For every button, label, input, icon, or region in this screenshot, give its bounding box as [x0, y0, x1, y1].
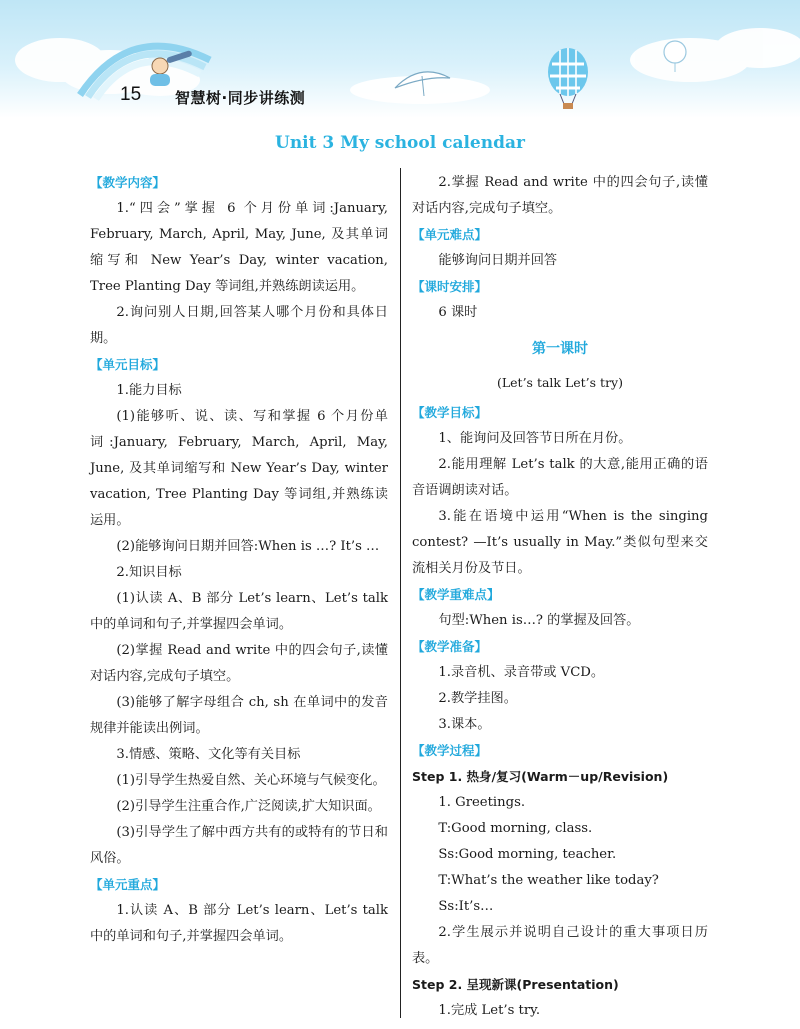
paragraph: (3)能够了解字母组合 ch, sh 在单词中的发音规律并能读出例词。 — [90, 695, 388, 736]
paragraph: 6 课时 — [438, 305, 478, 320]
paragraph: 2.教学挂图。 — [438, 691, 517, 706]
paragraph: T:Good morning, class. — [438, 821, 593, 836]
lesson-title: 第一课时 — [532, 341, 588, 357]
column-divider — [400, 168, 401, 1018]
paragraph: (2)掌握 Read and write 中的四会句子,读懂对话内容,完成句子填空。 — [90, 643, 388, 684]
paragraph: 2.掌握 Read and write 中的四会句子,读懂对话内容,完成句子填空。 — [412, 175, 708, 216]
section-heading: 【单元目标】 — [90, 357, 166, 372]
paragraph: (2)引导学生注重合作,广泛阅读,扩大知识面。 — [116, 799, 381, 814]
paragraph: (2)能够询问日期并回答:When is …? It’s … — [116, 539, 380, 554]
paragraph: 1、能询问及回答节日所在月份。 — [438, 431, 632, 446]
section-heading: 【教学准备】 — [412, 639, 488, 654]
paragraph: 1.“四会”掌握 6 个月份单词:January, February, March, April, May, June, 及其单词缩写和 New Year’s Day, winter vacation, Tree Planting Day 等词组,并熟练朗读运用。 — [90, 201, 388, 294]
paragraph: 1.录音机、录音带或 VCD。 — [438, 665, 605, 680]
paragraph: (1)认读 A、B 部分 Let’s learn、Let’s talk 中的单词和句子,并掌握四会单词。 — [90, 591, 388, 632]
section-heading: 【课时安排】 — [412, 279, 488, 294]
lesson-subtitle: (Let’s talk Let’s try) — [496, 375, 623, 390]
paragraph: Ss:Good morning, teacher. — [438, 847, 617, 862]
paragraph: (3)引导学生了解中西方共有的或特有的节日和风俗。 — [90, 825, 388, 866]
paragraph: 1.能力目标 — [116, 383, 182, 398]
paragraph: 2.能用理解 Let’s talk 的大意,能用正确的语音语调朗读对话。 — [412, 457, 708, 498]
paragraph: 1.认读 A、B 部分 Let’s learn、Let’s talk 中的单词和句子,并掌握四会单词。 — [90, 903, 388, 944]
right-column — [412, 170, 708, 1024]
paragraph: 2.学生展示并说明自己设计的重大事项日历表。 — [412, 925, 708, 966]
step-heading: Step 1. 热身/复习(Warm－up/Revision) — [412, 769, 669, 784]
section-heading: 【教学目标】 — [412, 405, 488, 420]
paragraph: 句型:When is…? 的掌握及回答。 — [438, 613, 640, 628]
paragraph: 2.知识目标 — [116, 565, 182, 580]
paragraph: (1)能够听、说、读、写和掌握 6 个月份单词:January, February, March, April, May, June, 及其单词缩写和 New Year’s Day, winter vacation, Tree Planting Day 等词组,并熟练读运用。 — [90, 409, 388, 528]
paragraph: 3.情感、策略、文化等有关目标 — [116, 747, 301, 762]
section-heading: 【教学内容】 — [90, 175, 166, 190]
paragraph: (1)引导学生热爱自然、关心环境与气候变化。 — [116, 773, 386, 788]
series-title: 智慧树·同步讲练测 — [175, 89, 306, 107]
section-heading: 【单元重点】 — [90, 877, 166, 892]
unit-title: Unit 3 My school calendar — [275, 133, 525, 153]
paragraph: T:What’s the weather like today? — [438, 873, 659, 888]
paragraph: 1. Greetings. — [438, 795, 526, 810]
section-heading: 【单元难点】 — [412, 227, 488, 242]
paragraph: 3.能在语境中运用“When is the singing contest? —It’s usually in May.”类似句型来交流相关月份及节日。 — [412, 509, 708, 576]
paragraph: 能够询问日期并回答 — [438, 253, 558, 268]
paragraph: 2.询问别人日期,回答某人哪个月份和具体日期。 — [90, 305, 388, 346]
hot-air-balloon-icon — [548, 48, 588, 109]
step-heading: Step 2. 呈现新课(Presentation) — [412, 977, 619, 992]
left-column — [90, 170, 388, 950]
paragraph: Ss:It’s… — [438, 899, 494, 914]
section-heading: 【教学过程】 — [412, 743, 488, 758]
paragraph: 3.课本。 — [438, 717, 491, 732]
paragraph: 1.完成 Let’s try. — [438, 1003, 541, 1018]
page-number: 15 — [120, 84, 142, 105]
section-heading: 【教学重难点】 — [412, 587, 500, 602]
